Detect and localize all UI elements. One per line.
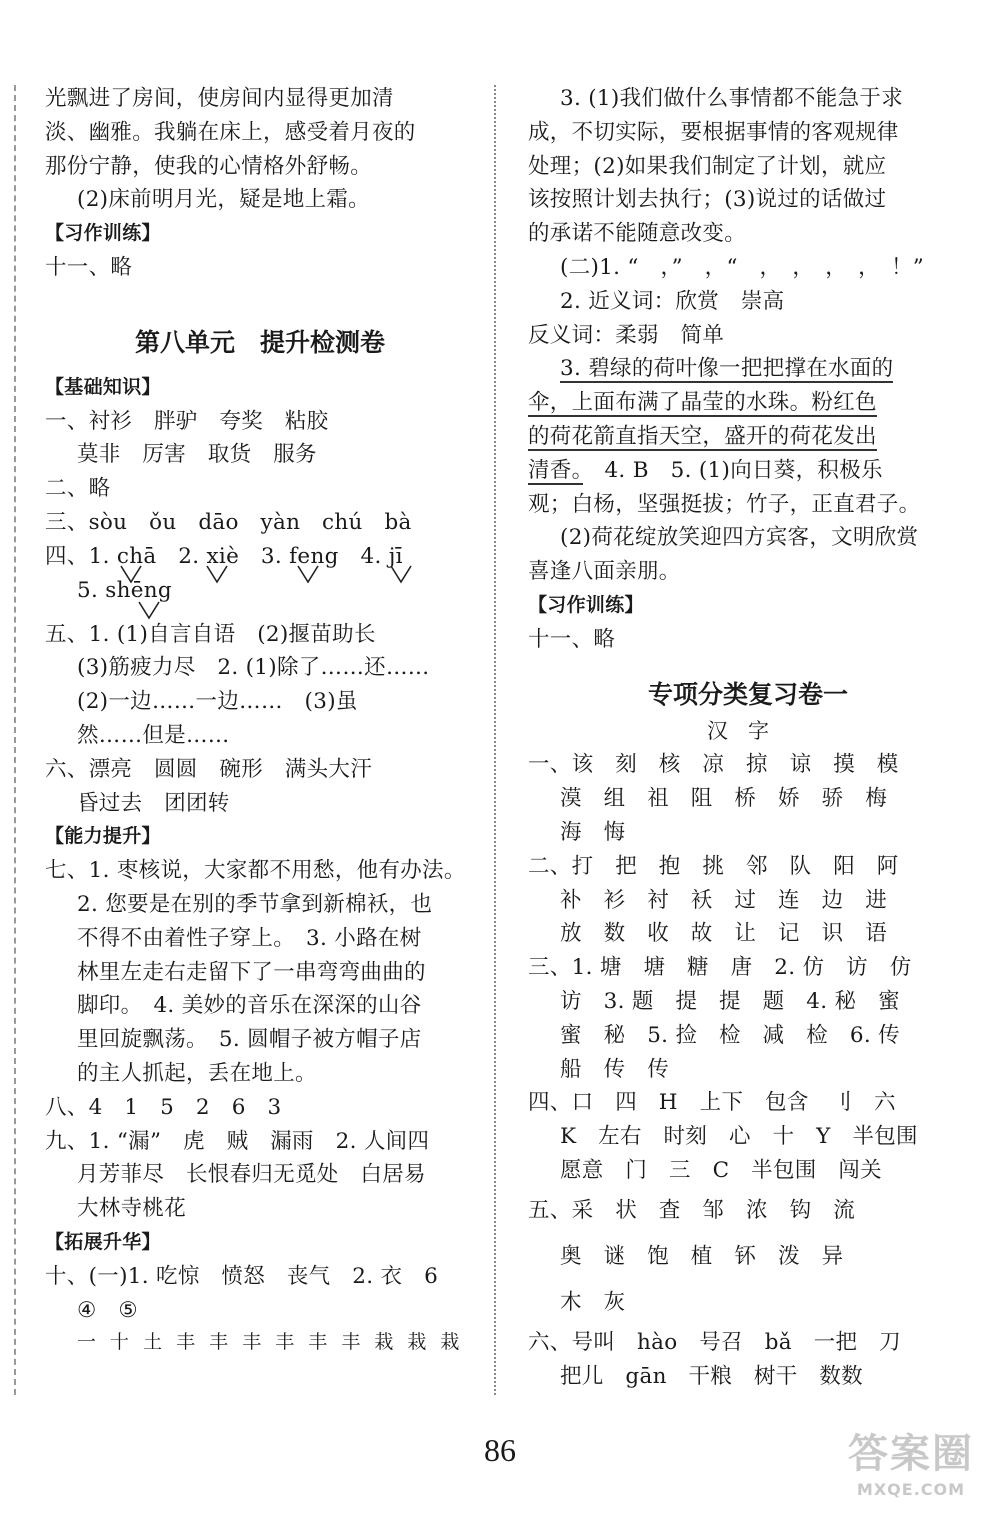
answer-line: 十一、略	[45, 254, 133, 280]
watermark-text: 答案圈	[848, 1431, 974, 1477]
answer-line	[45, 540, 475, 574]
watermark-logo	[836, 1428, 986, 1508]
answer-line: 该按照计划去执行；(3)说过的话做过	[528, 187, 887, 213]
underlined-sentence: 伞，上面布满了晶莹的水珠。粉红色	[528, 390, 877, 416]
answer-line	[528, 352, 968, 386]
answer-line: 把儿 gān 干粮 树干 数数	[560, 1363, 863, 1389]
answer-line: 十、(一)1. 吃惊 愤怒 丧气 2. 衣 6	[45, 1263, 439, 1289]
stroke-order-line: 一 十 土 丰 丰 丰 丰 丰 丰 栽 栽 栽	[77, 1331, 464, 1354]
page-number: 86	[484, 1432, 516, 1468]
answer-line: 四、口 四 H 上下 包含 刂 六	[528, 1090, 896, 1116]
answer-line: 林里左走右走留下了一串弯弯曲曲的	[77, 959, 426, 985]
answer-line: 五、采 状 査 邹 浓 钩 流	[528, 1197, 856, 1223]
answer-line: 2. 您要是在别的季节拿到新棉袄，也	[77, 891, 433, 917]
answer-line: 一、该 刻 核 凉 掠 谅 摸 模	[528, 752, 899, 778]
answer-line: 然……但是……	[77, 722, 230, 748]
answer-line: 访 3. 题 提 提 题 4. 秘 蜜	[560, 988, 900, 1014]
column-divider	[494, 85, 496, 1395]
answer-line: 补 衫 衬 袄 过 连 边 进	[560, 887, 888, 913]
pinyin-answers: 四、1. chā 2. xiè 3. feng 4. jī	[45, 543, 403, 569]
answer-line: 七、1. 枣核说，大家都不用愁，他有办法。	[45, 858, 466, 884]
answer-line: 清香。 4. B 5. (1)向日葵，积极乐	[528, 457, 883, 483]
continuation-line: 那份宁静，使我的心情格外舒畅。	[45, 153, 373, 179]
answer-line: (3)筋疲力尽 2. (1)除了……还……	[77, 655, 430, 681]
answer-line: 观；白杨，坚强挺拔；竹子，正直君子。	[528, 491, 921, 517]
section-heading: 【基础知识】	[45, 375, 161, 398]
underlined-sentence: 的荷花箭直指天空，盛开的荷花发出	[528, 423, 877, 449]
answer-line: 漠 组 祖 阻 桥 娇 骄 梅	[560, 786, 888, 812]
answer-line	[528, 420, 968, 454]
answer-line: 二、略	[45, 476, 111, 502]
answer-line: 的承诺不能随意改变。	[528, 221, 747, 247]
section-heading: 【能力提升】	[45, 825, 161, 848]
answer-line: 三、sòu ǒu dāo yàn chú bà	[45, 509, 412, 535]
continuation-line: 淡、幽雅。我躺在床上，感受着月夜的	[45, 119, 416, 145]
answer-line: 的主人抓起，丢在地上。	[77, 1060, 317, 1086]
answer-line: 月芳菲尽 长恨春归无觅处 白居易	[77, 1162, 426, 1188]
answer-line: 十一、略	[528, 626, 616, 652]
answer-line: 奥 谜 饱 植 钚 泼 异	[560, 1243, 844, 1269]
answer-line: 一、衬衫 胖驴 夸奖 粘胶	[45, 408, 329, 434]
answer-line: 3. (1)我们做什么事情都不能急于求	[560, 86, 904, 111]
answer-line: 愿意 门 三 C 半包围 闯关	[560, 1157, 882, 1183]
answer-line: 六、号叫 hào 号召 bǎ 一把 刀	[528, 1329, 901, 1355]
answer-line: 蜜 秘 5. 捡 检 减 检 6. 传	[560, 1022, 900, 1048]
binding-dash-line	[14, 85, 16, 1395]
answer-line: 成，不切实际，要根据事情的客观规律	[528, 119, 899, 145]
left-column	[45, 82, 475, 1357]
answer-line: 里回旋飘荡。 5. 圆帽子被方帽子店	[77, 1027, 422, 1053]
answer-line: 六、漂亮 圆圆 碗形 满头大汗	[45, 756, 373, 782]
answer-line: 船 传 传	[560, 1056, 670, 1082]
section-title: 专项分类复习卷一	[647, 679, 848, 709]
answer-line: 海 悔	[560, 819, 626, 845]
punctuation-answer: (二)1. “ ，” ，“ ， ， ， ， ！”	[560, 254, 925, 280]
answer-line: 喜逢八面亲朋。	[528, 559, 681, 585]
continuation-line: 光飘进了房间，使房间内显得更加清	[45, 86, 394, 111]
underlined-sentence: 清香。	[528, 457, 583, 483]
answer-line: (2)荷花绽放笑迎四方宾客，文明欣赏	[560, 525, 919, 551]
answer-line: 脚印。 4. 美妙的音乐在深深的山谷	[77, 993, 422, 1019]
watermark-url: MXQE.COM	[856, 1480, 966, 1499]
answer-line: 木 灰	[560, 1289, 626, 1315]
section-heading: 【习作训练】	[528, 593, 644, 616]
answer-line: 放 数 收 故 让 记 识 语	[560, 921, 888, 947]
answer-line: 九、1. “漏” 虎 贼 漏雨 2. 人间四	[45, 1128, 430, 1154]
answer-line: K 左右 时刻 心 十 Y 半包围	[560, 1124, 918, 1150]
continuation-line: (2)床前明月光，疑是地上霜。	[77, 187, 370, 213]
right-column	[528, 82, 968, 1393]
answer-line	[528, 386, 968, 420]
section-heading: 【习作训练】	[45, 222, 161, 245]
answer-line: 大林寺桃花	[77, 1196, 187, 1222]
unit-title: 第八单元 提升检测卷	[134, 327, 385, 357]
answer-line: 三、1. 塘 塘 糖 唐 2. 仿 访 仿	[528, 955, 912, 981]
answer-line: 二、打 把 抱 挑 邻 队 阳 阿	[528, 853, 899, 879]
answer-line: 昏过去 团团转	[77, 790, 230, 816]
tone-check-mark	[77, 600, 197, 620]
answer-line: 八、4 1 5 2 6 3	[45, 1094, 282, 1120]
answer-line: 反义词：柔弱 简单	[528, 322, 725, 348]
answer-line: ④ ⑤	[77, 1297, 138, 1323]
answer-line: 2. 近义词：欣赏 崇高	[560, 288, 785, 314]
section-heading: 【拓展升华】	[45, 1230, 161, 1253]
answer-line: 5. shēng	[45, 574, 475, 618]
answer-line: 莫非 厉害 取货 服务	[77, 442, 317, 468]
underlined-sentence: 3. 碧绿的荷叶像一把把撑在水面的	[560, 356, 894, 382]
answer-line: 五、1. (1)自言自语 (2)揠苗助长	[45, 621, 376, 647]
section-subtitle: 汉字	[707, 718, 789, 743]
answer-line: (2)一边……一边…… (3)虽	[77, 689, 358, 715]
answer-line: 不得不由着性子穿上。 3. 小路在树	[77, 925, 422, 951]
answer-line: 处理；(2)如果我们制定了计划，就应	[528, 153, 887, 179]
